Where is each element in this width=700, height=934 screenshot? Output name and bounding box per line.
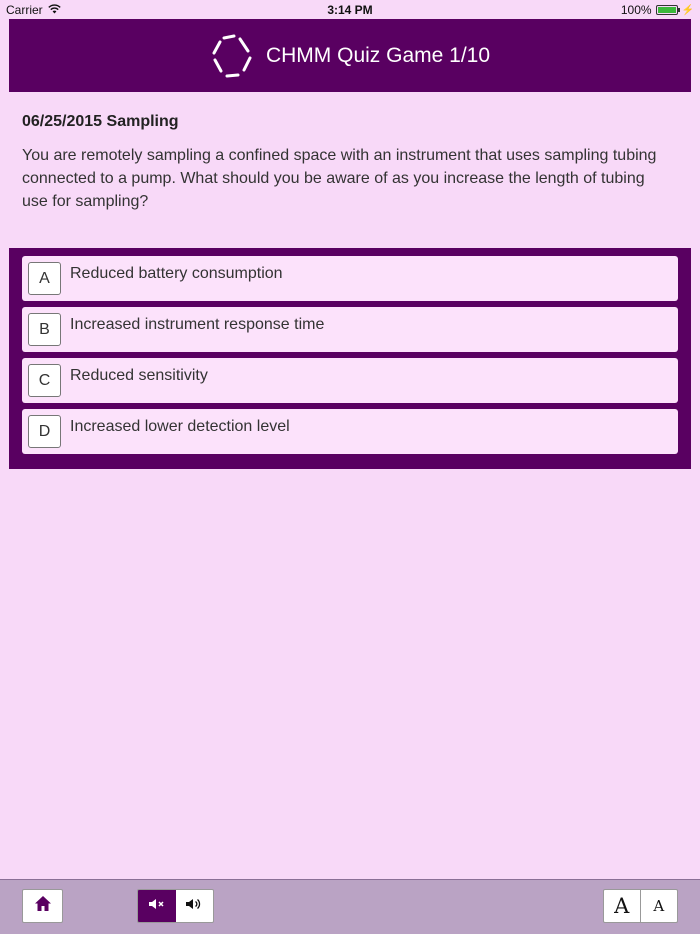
answer-option-d[interactable] xyxy=(22,409,678,454)
charging-icon: ⚡ xyxy=(681,4,694,16)
mute-button[interactable] xyxy=(138,890,176,922)
answer-text: Increased instrument response time xyxy=(70,316,325,333)
answer-text: Increased lower detection level xyxy=(70,418,290,435)
question-text: You are remotely sampling a confined space with an instrument that uses sampling tubing connected to a pump. What should you be aware of as you increase the length of tubing use for sampling? xyxy=(22,147,657,210)
answer-letter: A xyxy=(28,262,61,295)
sound-on-button[interactable] xyxy=(176,890,214,922)
speaker-mute-icon xyxy=(148,897,166,915)
home-button[interactable] xyxy=(22,889,63,923)
answer-letter: B xyxy=(28,313,61,346)
answer-option-c[interactable] xyxy=(22,358,678,403)
app-header xyxy=(9,19,691,92)
answer-option-b[interactable] xyxy=(22,307,678,352)
question-heading: 06/25/2015 Sampling xyxy=(22,113,179,130)
carrier-label: Carrier xyxy=(6,3,43,17)
speaker-on-icon xyxy=(185,897,203,915)
font-size-control xyxy=(603,889,678,923)
font-larger-button[interactable]: A xyxy=(604,890,641,922)
answer-letter: C xyxy=(28,364,61,397)
hexagon-arrows-icon xyxy=(210,33,254,79)
clock: 3:14 PM xyxy=(327,3,373,17)
battery-icon xyxy=(656,5,678,15)
answer-list xyxy=(9,248,691,469)
status-bar xyxy=(0,0,700,20)
page-title: CHMM Quiz Game 1/10 xyxy=(265,43,491,67)
home-icon xyxy=(34,895,52,917)
battery-percent: 100% xyxy=(620,3,652,17)
answer-text: Reduced sensitivity xyxy=(70,367,208,384)
font-smaller-button[interactable]: A xyxy=(653,897,665,915)
answer-text: Reduced battery consumption xyxy=(70,265,283,282)
answer-letter: D xyxy=(28,415,61,448)
answer-option-a[interactable] xyxy=(22,256,678,301)
bottom-toolbar xyxy=(0,879,700,934)
sound-toggle xyxy=(137,889,214,923)
